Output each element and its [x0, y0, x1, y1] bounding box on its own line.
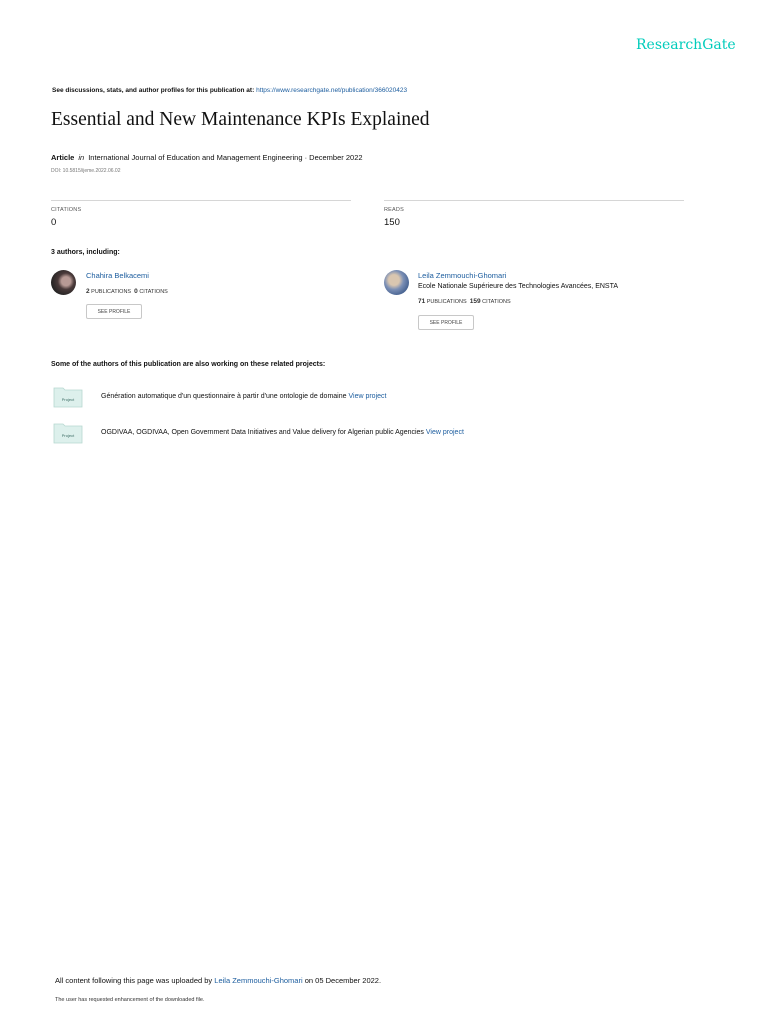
author-avatar[interactable]	[51, 270, 76, 295]
author-institution: Ecole Nationale Supérieure des Technologies Avancées, ENSTA	[418, 283, 619, 290]
view-project-link[interactable]: View project	[425, 429, 464, 436]
citations-divider	[51, 200, 351, 201]
author-stats	[86, 288, 168, 295]
citations-count: 0	[134, 288, 138, 295]
in-word: in	[78, 153, 85, 162]
author-stats	[418, 298, 511, 305]
publication-url-link[interactable]: https://www.researchgate.net/publication/366020423	[256, 87, 408, 94]
see-profile-button[interactable]: SEE PROFILE	[86, 304, 142, 319]
author-avatar[interactable]	[384, 270, 409, 295]
page-title: Essential and New Maintenance KPIs Explained	[51, 109, 430, 130]
doi-text: DOI: 10.5815/ijeme.2022.06.02	[51, 168, 121, 174]
reads-divider	[384, 200, 684, 201]
footer-prefix: All content following this page was uploaded by	[55, 976, 213, 985]
author-name-link[interactable]: Leila Zemmouchi-Ghomari	[418, 271, 507, 280]
researchgate-logo[interactable]: ResearchGate	[636, 37, 736, 53]
journal-venue: International Journal of Education and Management Engineering · December 2022	[88, 153, 363, 162]
publication-link-line	[52, 87, 407, 94]
related-projects-heading: Some of the authors of this publication are also working on these related projects:	[51, 361, 326, 368]
project-title: Génération automatique d'un questionnaire à partir d'une ontologie de domaine	[101, 393, 347, 400]
see-text: See discussions, stats, and author profiles for this publication at:	[52, 87, 255, 94]
authors-heading: 3 authors, including:	[51, 249, 120, 256]
project-folder-icon	[53, 422, 83, 444]
author-name-link[interactable]: Chahira Belkacemi	[86, 271, 149, 280]
citations-label: CITATIONS	[482, 299, 511, 305]
citations-count: 159	[469, 298, 481, 305]
publications-label: PUBLICATIONS	[91, 289, 132, 295]
footer-note: The user has requested enhancement of the downloaded file.	[55, 997, 205, 1003]
project-item	[101, 393, 386, 400]
publications-count: 2	[86, 288, 90, 295]
publications-count: 71	[418, 298, 426, 305]
publications-label: PUBLICATIONS	[426, 299, 467, 305]
citations-value: 0	[51, 217, 57, 228]
project-item	[101, 429, 464, 436]
footer-suffix: on 05 December 2022.	[304, 976, 382, 985]
reads-value: 150	[384, 217, 400, 228]
project-icon-label: Project	[61, 433, 75, 438]
see-profile-button[interactable]: SEE PROFILE	[418, 315, 474, 330]
uploader-link[interactable]: Leila Zemmouchi-Ghomari	[214, 976, 303, 985]
article-kind: Article	[51, 153, 75, 162]
project-title: OGDIVAA, OGDIVAA, Open Government Data Initiatives and Value delivery for Algerian public Agencies	[101, 429, 424, 436]
project-icon-label: Project	[61, 397, 75, 402]
reads-label: READS	[384, 207, 404, 213]
view-project-link[interactable]: View project	[348, 393, 387, 400]
citations-label: CITATIONS	[51, 207, 82, 213]
citations-label: CITATIONS	[139, 289, 168, 295]
upload-footer	[55, 976, 381, 985]
project-folder-icon	[53, 386, 83, 408]
article-meta	[51, 153, 363, 162]
